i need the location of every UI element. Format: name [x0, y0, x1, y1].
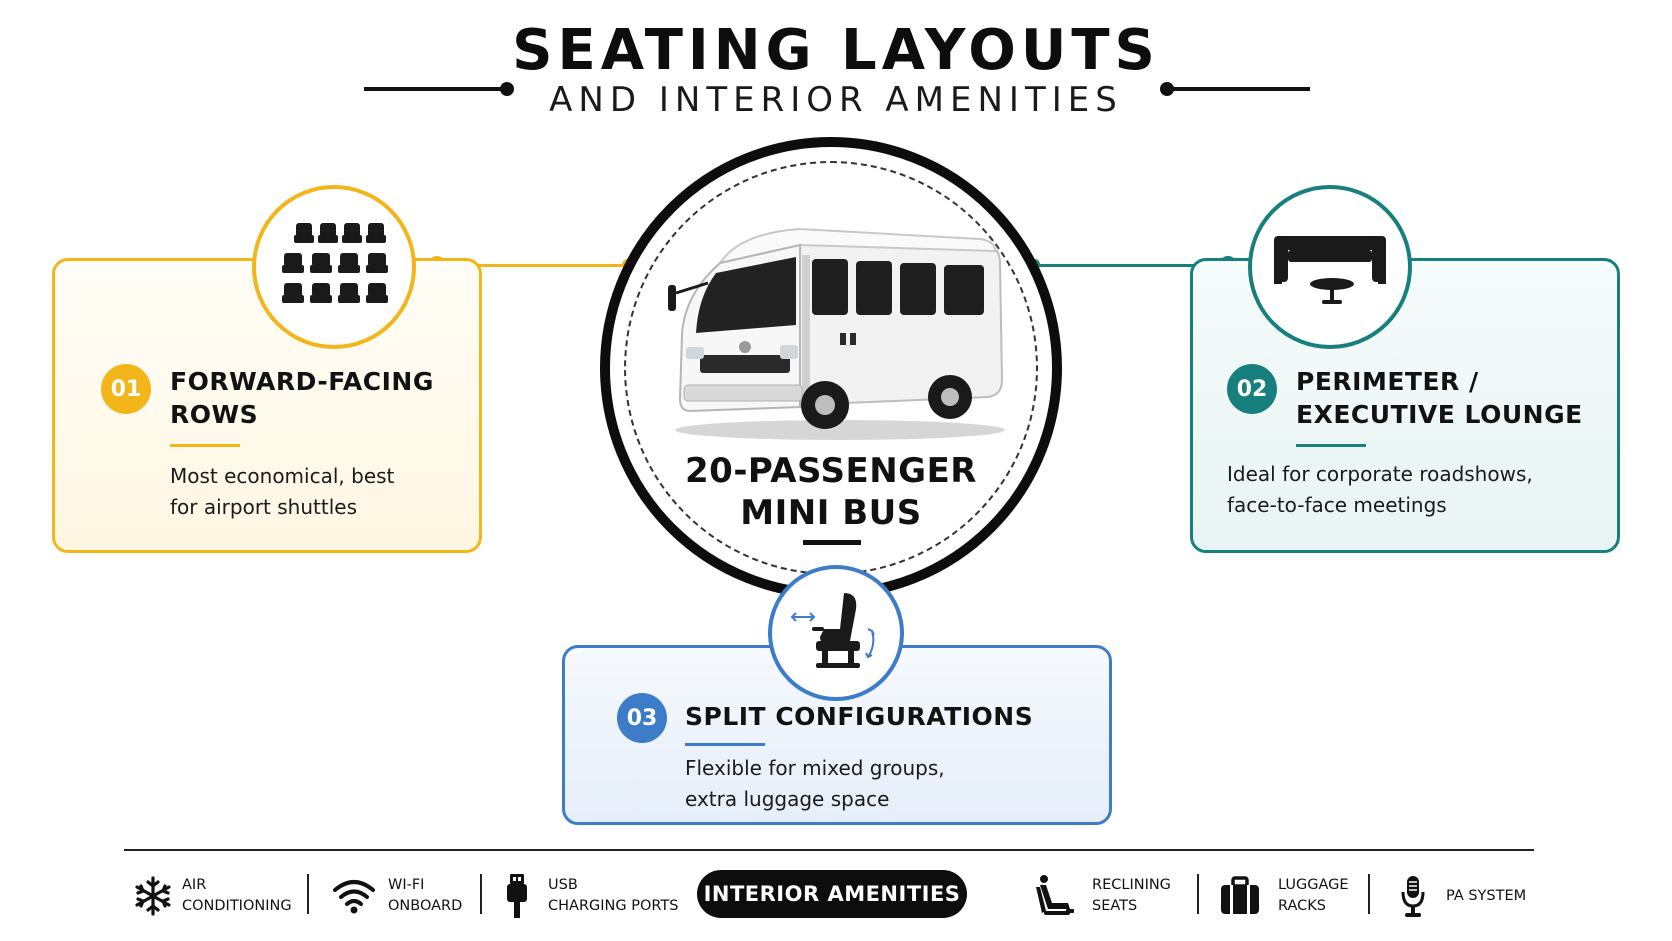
amenity-separator — [1368, 874, 1370, 914]
layout-title-rule — [685, 743, 765, 746]
amenity-label-line2: CONDITIONING — [182, 898, 292, 914]
amenity-label-line2: CHARGING PORTS — [548, 898, 679, 914]
amenity-air-conditioning — [130, 868, 292, 924]
layout-title-line1: PERIMETER / — [1296, 367, 1479, 396]
center-title-line2: MINI BUS — [740, 493, 922, 533]
layout-number-badge: 03 — [617, 693, 667, 743]
layout-title-line2: ROWS — [170, 400, 259, 429]
microphone-icon — [1398, 874, 1428, 918]
layout-title-line2: EXECUTIVE LOUNGE — [1296, 400, 1583, 429]
amenity-pa-system — [1398, 868, 1526, 924]
amenity-label-line2: ONBOARD — [388, 898, 463, 914]
amenity-separator — [1197, 874, 1199, 914]
title-divider-right — [1166, 87, 1310, 91]
amenities-divider — [124, 849, 1534, 851]
layout-desc-line2: face-to-face meetings — [1227, 493, 1447, 517]
center-title — [631, 450, 1031, 534]
center-title-rule — [803, 540, 861, 545]
amenity-reclining-seats — [1030, 868, 1171, 924]
center-title-line1: 20-PASSENGER — [685, 451, 977, 491]
usb-plug-icon — [502, 872, 532, 920]
layout-desc-line2: extra luggage space — [685, 787, 890, 811]
lounge-sofa-icon — [1248, 185, 1412, 349]
amenity-separator — [480, 874, 482, 914]
layout-description — [1227, 459, 1533, 521]
layout-title — [1296, 365, 1583, 431]
amenity-label-line2: SEATS — [1092, 898, 1138, 914]
layout-desc-line1: Flexible for mixed groups, — [685, 756, 945, 780]
page-title: SEATING LAYOUTS — [512, 18, 1160, 83]
amenity-separator — [307, 874, 309, 914]
interior-amenities-label: INTERIOR AMENITIES — [697, 870, 967, 918]
amenity-label-line1: LUGGAGE — [1278, 877, 1349, 893]
layout-description — [685, 753, 945, 815]
layout-number-badge: 01 — [101, 364, 151, 414]
layout-title-rule — [170, 444, 240, 447]
adjustable-seat-icon — [768, 565, 904, 701]
luggage-icon — [1218, 876, 1262, 916]
amenity-label-line1: WI-FI — [388, 877, 425, 893]
layout-title-rule — [1296, 444, 1366, 447]
layout-title-line1: FORWARD-FACING — [170, 367, 434, 396]
layout-desc-line1: Most economical, best — [170, 464, 395, 488]
layout-number-badge: 02 — [1227, 364, 1277, 414]
seat-rows-icon — [252, 185, 416, 349]
amenity-label-line1: PA SYSTEM — [1446, 887, 1527, 904]
amenity-label-line1: AIR — [182, 877, 207, 893]
layout-desc-line2: for airport shuttles — [170, 495, 357, 519]
reclining-seat-icon — [1030, 873, 1080, 919]
layout-card-executive-lounge — [1190, 258, 1620, 553]
amenity-usb-charging — [502, 868, 678, 924]
layout-title — [170, 365, 434, 431]
layout-desc-line1: Ideal for corporate roadshows, — [1227, 462, 1533, 486]
snowflake-icon — [130, 875, 176, 917]
amenity-wifi — [330, 868, 462, 924]
amenity-luggage-racks — [1218, 868, 1349, 924]
mini-bus-illustration — [650, 215, 1020, 445]
page-subtitle: AND INTERIOR AMENITIES — [549, 80, 1123, 120]
layout-description — [170, 461, 394, 523]
layout-title: SPLIT CONFIGURATIONS — [685, 702, 1034, 731]
wifi-icon — [330, 878, 378, 914]
amenity-label-line1: RECLINING — [1092, 877, 1171, 893]
amenity-label-line2: RACKS — [1278, 898, 1326, 914]
amenity-label-line1: USB — [548, 877, 578, 893]
